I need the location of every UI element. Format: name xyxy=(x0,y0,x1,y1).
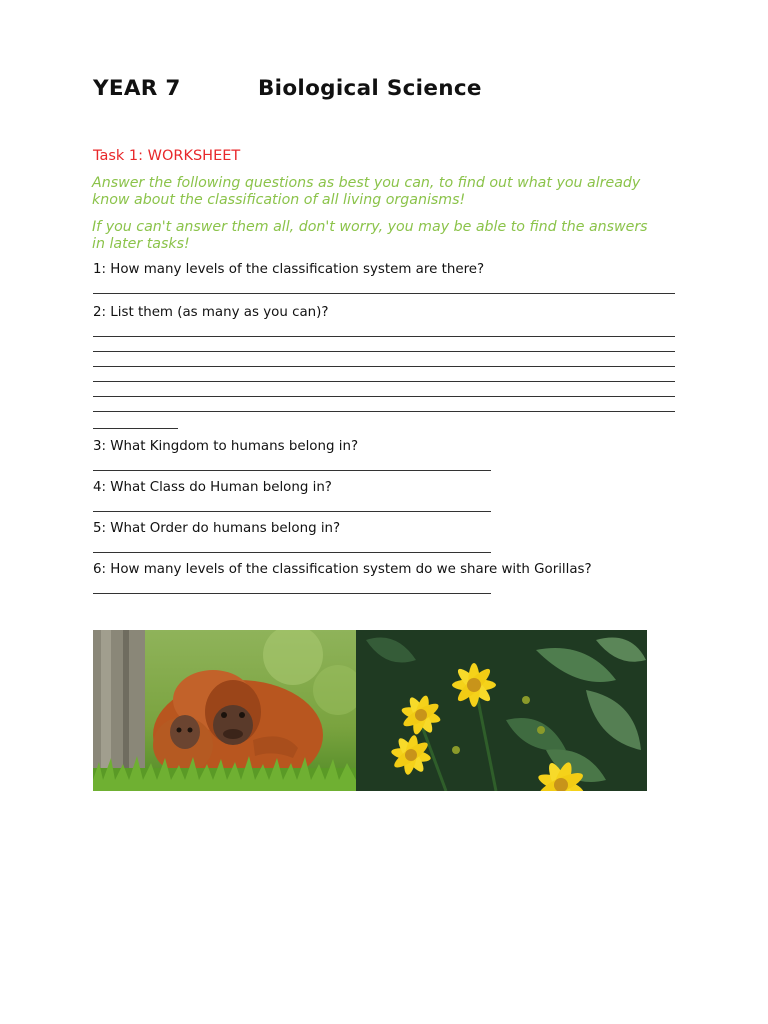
question-3: 3: What Kingdom to humans belong in? xyxy=(93,439,359,454)
answer-line xyxy=(93,351,675,352)
task-label: Task 1: WORKSHEET xyxy=(93,148,241,164)
year-label: YEAR 7 xyxy=(93,76,181,101)
page-title xyxy=(93,76,482,101)
question-5: 5: What Order do humans belong in? xyxy=(93,521,341,536)
answer-line xyxy=(93,293,675,294)
subject-label: Biological Science xyxy=(258,76,482,101)
answer-line xyxy=(93,511,491,512)
photo-strip xyxy=(93,630,647,791)
question-6: 6: How many levels of the classification system do we share with Gorillas? xyxy=(93,562,592,577)
orangutan-photo xyxy=(93,630,356,791)
answer-line xyxy=(93,428,178,429)
question-1: 1: How many levels of the classification system are there? xyxy=(93,262,485,277)
answer-line xyxy=(93,336,675,337)
answer-line xyxy=(93,366,675,367)
answer-line xyxy=(93,552,491,553)
yellow-flowers-photo xyxy=(356,630,647,791)
answer-line xyxy=(93,411,675,412)
answer-line xyxy=(93,593,491,594)
intro-paragraph-1: Answer the following questions as best you can, to find out what you already know about the classification of all living organisms! xyxy=(92,175,641,208)
answer-line xyxy=(93,470,491,471)
answer-line xyxy=(93,381,675,382)
question-2: 2: List them (as many as you can)? xyxy=(93,305,329,320)
question-4: 4: What Class do Human belong in? xyxy=(93,480,332,495)
answer-line xyxy=(93,396,675,397)
intro-paragraph-2: If you can't answer them all, don't worry, you may be able to find the answers in later tasks! xyxy=(92,219,648,252)
